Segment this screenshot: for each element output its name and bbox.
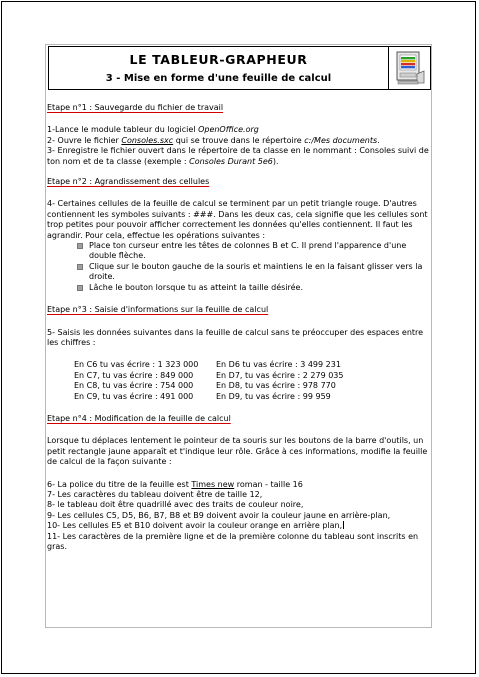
step-2-heading: Etape n°2 : Agrandissement des cellules <box>47 177 210 187</box>
bullet-list <box>47 241 432 293</box>
step-1-heading: Etape n°1 : Sauvegarde du fichier de travail <box>47 103 224 112</box>
instruction-11: 11- Les caractères de la première ligne et de la première colonne du tableau sont inscrits en gras. <box>47 531 419 551</box>
document-body <box>47 103 432 552</box>
table-row: En C6 tu vas écrire : 1 323 000 En D6 tu vas écrire : 3 499 231 <box>74 360 341 370</box>
header-titles <box>49 47 389 89</box>
document-subtitle: 3 - Mise en forme d'une feuille de calcul <box>105 73 332 84</box>
document-header <box>48 46 431 90</box>
step-3-heading: Etape n°3 : Saisie d'informations sur la feuille de calcul <box>47 305 269 315</box>
instruction-1: 1-Lance le module tableur du logiciel OpenOffice.org <box>47 125 259 135</box>
instruction-10[interactable]: 10- Les cellules E5 et B10 doivent avoir la couleur orange en arrière plan, <box>47 521 343 531</box>
table-row: En C8, tu vas écrire : 754 000 En D8, tu vas écrire : 978 770 <box>74 381 336 391</box>
bullet-square-icon <box>77 243 83 249</box>
bullet-square-icon <box>77 264 83 270</box>
list-item: Lâche le bouton lorsque tu as atteint la taille désirée. <box>77 283 432 293</box>
table-row: En C9, tu vas écrire : 491 000 En D9, tu vas écrire : 99 959 <box>74 391 331 401</box>
step-4-heading: Etape n°4 : Modification de la feuille de calcul <box>47 413 231 423</box>
instruction-intro: Lorsque tu déplaces lentement le pointeur de ta souris sur les boutons de la barre d'outils, un petit rectangle jaune apparaît et t'indique leur rôle. Grâce à ces informations, modifie la feuille de calcul de la façon suivante : <box>47 436 428 467</box>
list-item: Place ton curseur entre les têtes de colonnes B et C. Il prend l'apparence d'une double flèche. <box>77 241 432 262</box>
spreadsheet-logo-icon <box>396 50 426 86</box>
instruction-6: 6- La police du titre de la feuille est Times new roman - taille 16 <box>47 479 303 489</box>
table-row: En C7, tu vas écrire : 849 000 En D7, tu vas écrire : 2 279 035 <box>74 370 344 380</box>
instruction-5: 5- Saisis les données suivantes dans la feuille de calcul sans te préoccuper des espaces entre les chiffres : <box>47 327 424 347</box>
instruction-9: 9- Les cellules C5, D5, B6, B7, B8 et B9 doivent avoir la couleur jaune en arrière-plan, <box>47 510 391 520</box>
values-table <box>47 360 432 402</box>
bullet-square-icon <box>77 285 83 291</box>
instruction-4: 4- Certaines cellules de la feuille de calcul se terminent par un petit triangle rouge. D'autres contiennent les symboles suivants : ###. Dans les deux cas, cela signifie que les cellules sont trop petites pour pouvoir afficher correctement les données qu'elles contiennent. Il faut les agrandir. Pour cela, effectue les opérations suivantes : <box>47 199 428 240</box>
text-cursor <box>343 521 344 529</box>
instruction-3: 3- Enregistre le fichier ouvert dans le répertoire de ta classe en le nommant : Consoles suivi de ton nom et de ta classe (exemple : Consoles Durant 5e6). <box>47 146 429 166</box>
list-item: Clique sur le bouton gauche de la souris et maintiens le en la faisant glisser vers la droite. <box>77 262 432 283</box>
instruction-2: 2- Ouvre le fichier Consoles.sxc qui se trouve dans le répertoire c:/Mes documents. <box>47 135 380 145</box>
document-title: LE TABLEUR-GRAPHEUR <box>129 52 308 67</box>
instruction-7: 7- Les caractères du tableau doivent être de taille 12, <box>47 489 263 499</box>
instruction-8: 8- le tableau doit être quadrillé avec des traits de couleur noire, <box>47 500 304 510</box>
